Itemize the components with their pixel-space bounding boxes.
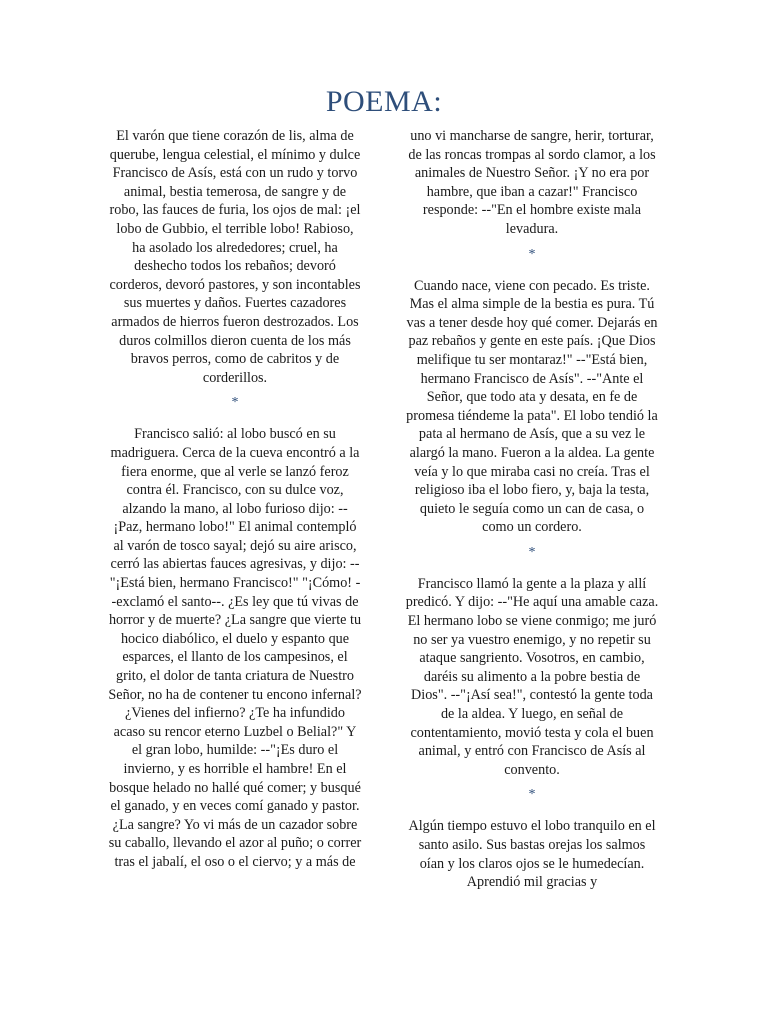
asterisk-separator: * [528,246,536,262]
stanza-2: Francisco salió: al lobo buscó en su madriguera. Cerca de la cueva encontró a la fiera enorme, que al verle se lanzó feroz contra él. Francisco, con su dulce voz, alzando la mano, al lobo furioso dijo: --¡Paz, hermano lobo!" El animal contempló al varón de tosco sayal; dejó su aire arisco, cerró las abiertas fauces agresivas, y dijo: --"¡Está bien, hermano Francisco!" "¡Cómo! --exclamó el santo--. ¿Es ley que tú vivas de horror y de muerte? ¿La sangre que vierte tu hocico diabólico, el duelo y espanto que esparces, el llanto de los campesinos, el grito, el dolor de tanta criatura de Nuestro Señor, no ha de contener tu encono infernal? ¿Vienes del infierno? ¿Te ha infundido acaso su rencor eterno Luzbel o Belial?" Y el gran lobo, humilde: --"¡Es duro el invierno, y es horrible el hambre! En el bosque helado no hallé qué comer; y busqué el ganado, y en veces comí ganado y pastor. ¿La sangre? Yo vi más de un cazador sobre su caballo, llevando el azor al puño; o correr tras el jabalí, el oso o el ciervo; y a más de [108,426,362,870]
stanza-1: El varón que tiene corazón de lis, alma de querube, lengua celestial, el mínimo y dulce Francisco de Asís, está con un rudo y torvo animal, bestia temerosa, de sangre y de robo, las fauces de furia, los ojos de mal: ¡el lobo de Gubbio, el terrible lobo! Rabioso, ha asolado los alrededores; cruel, ha deshecho todos los rebaños; devoró corderos, devoró pastores, y son incontables sus muertes y daños. Fuertes cazadores armados de hierros fueron destrozados. Los duros colmillos dieron cuenta de los más bravos perros, como de cabritos y de corderillos. [109,128,361,386]
left-column [108,127,362,872]
asterisk-separator: * [528,544,536,560]
asterisk-separator: * [231,395,239,411]
stanza-4: Francisco llamó la gente a la plaza y allí predicó. Y dijo: --"He aquí una amable caza. El hermano lobo se viene conmigo; me juró no ser ya vuestro enemigo, y no repetir su ataque sangriento. Vosotros, en cambio, daréis su alimento a la pobre bestia de Dios". --"¡Así sea!", contestó la gente toda de la aldea. Y luego, en señal de contentamiento, movió testa y cola el buen animal, y entró con Francisco de Asís al convento. [405,575,659,778]
poem-title: POEMA: [325,85,443,118]
stanza-5: Algún tiempo estuvo el lobo tranquilo en el santo asilo. Sus bastas orejas los salmos oían y los claros ojos se le humedecían. Aprendió mil gracias y [408,818,656,891]
right-column [405,127,659,892]
asterisk-separator: * [528,787,536,803]
stanza-3: Cuando nace, viene con pecado. Es triste. Mas el alma simple de la bestia es pura. Tú vas a tener desde hoy qué comer. Dejarás en paz rebaños y gente en este país. ¡Que Dios melifique tu ser montaraz!" --"Está bien, hermano Francisco de Asís". --"Ante el Señor, que todo ata y desata, en fe de promesa tiéndeme la pata". El lobo tendió la pata al hermano de Asís, que a su vez le alargó la mano. Fueron a la aldea. La gente veía y lo que miraba casi no creía. Tras el religioso iba el lobo fiero, y, baja la testa, quieto le seguía como un can de casa, o como un cordero. [406,277,658,536]
stanza-2-continued: uno vi mancharse de sangre, herir, torturar, de las roncas trompas al sordo clamor, a los animales de Nuestro Señor. ¡Y no era por hambre, que iban a cazar!" Francisco responde: --"En el hombre existe mala levadura. [408,128,656,237]
